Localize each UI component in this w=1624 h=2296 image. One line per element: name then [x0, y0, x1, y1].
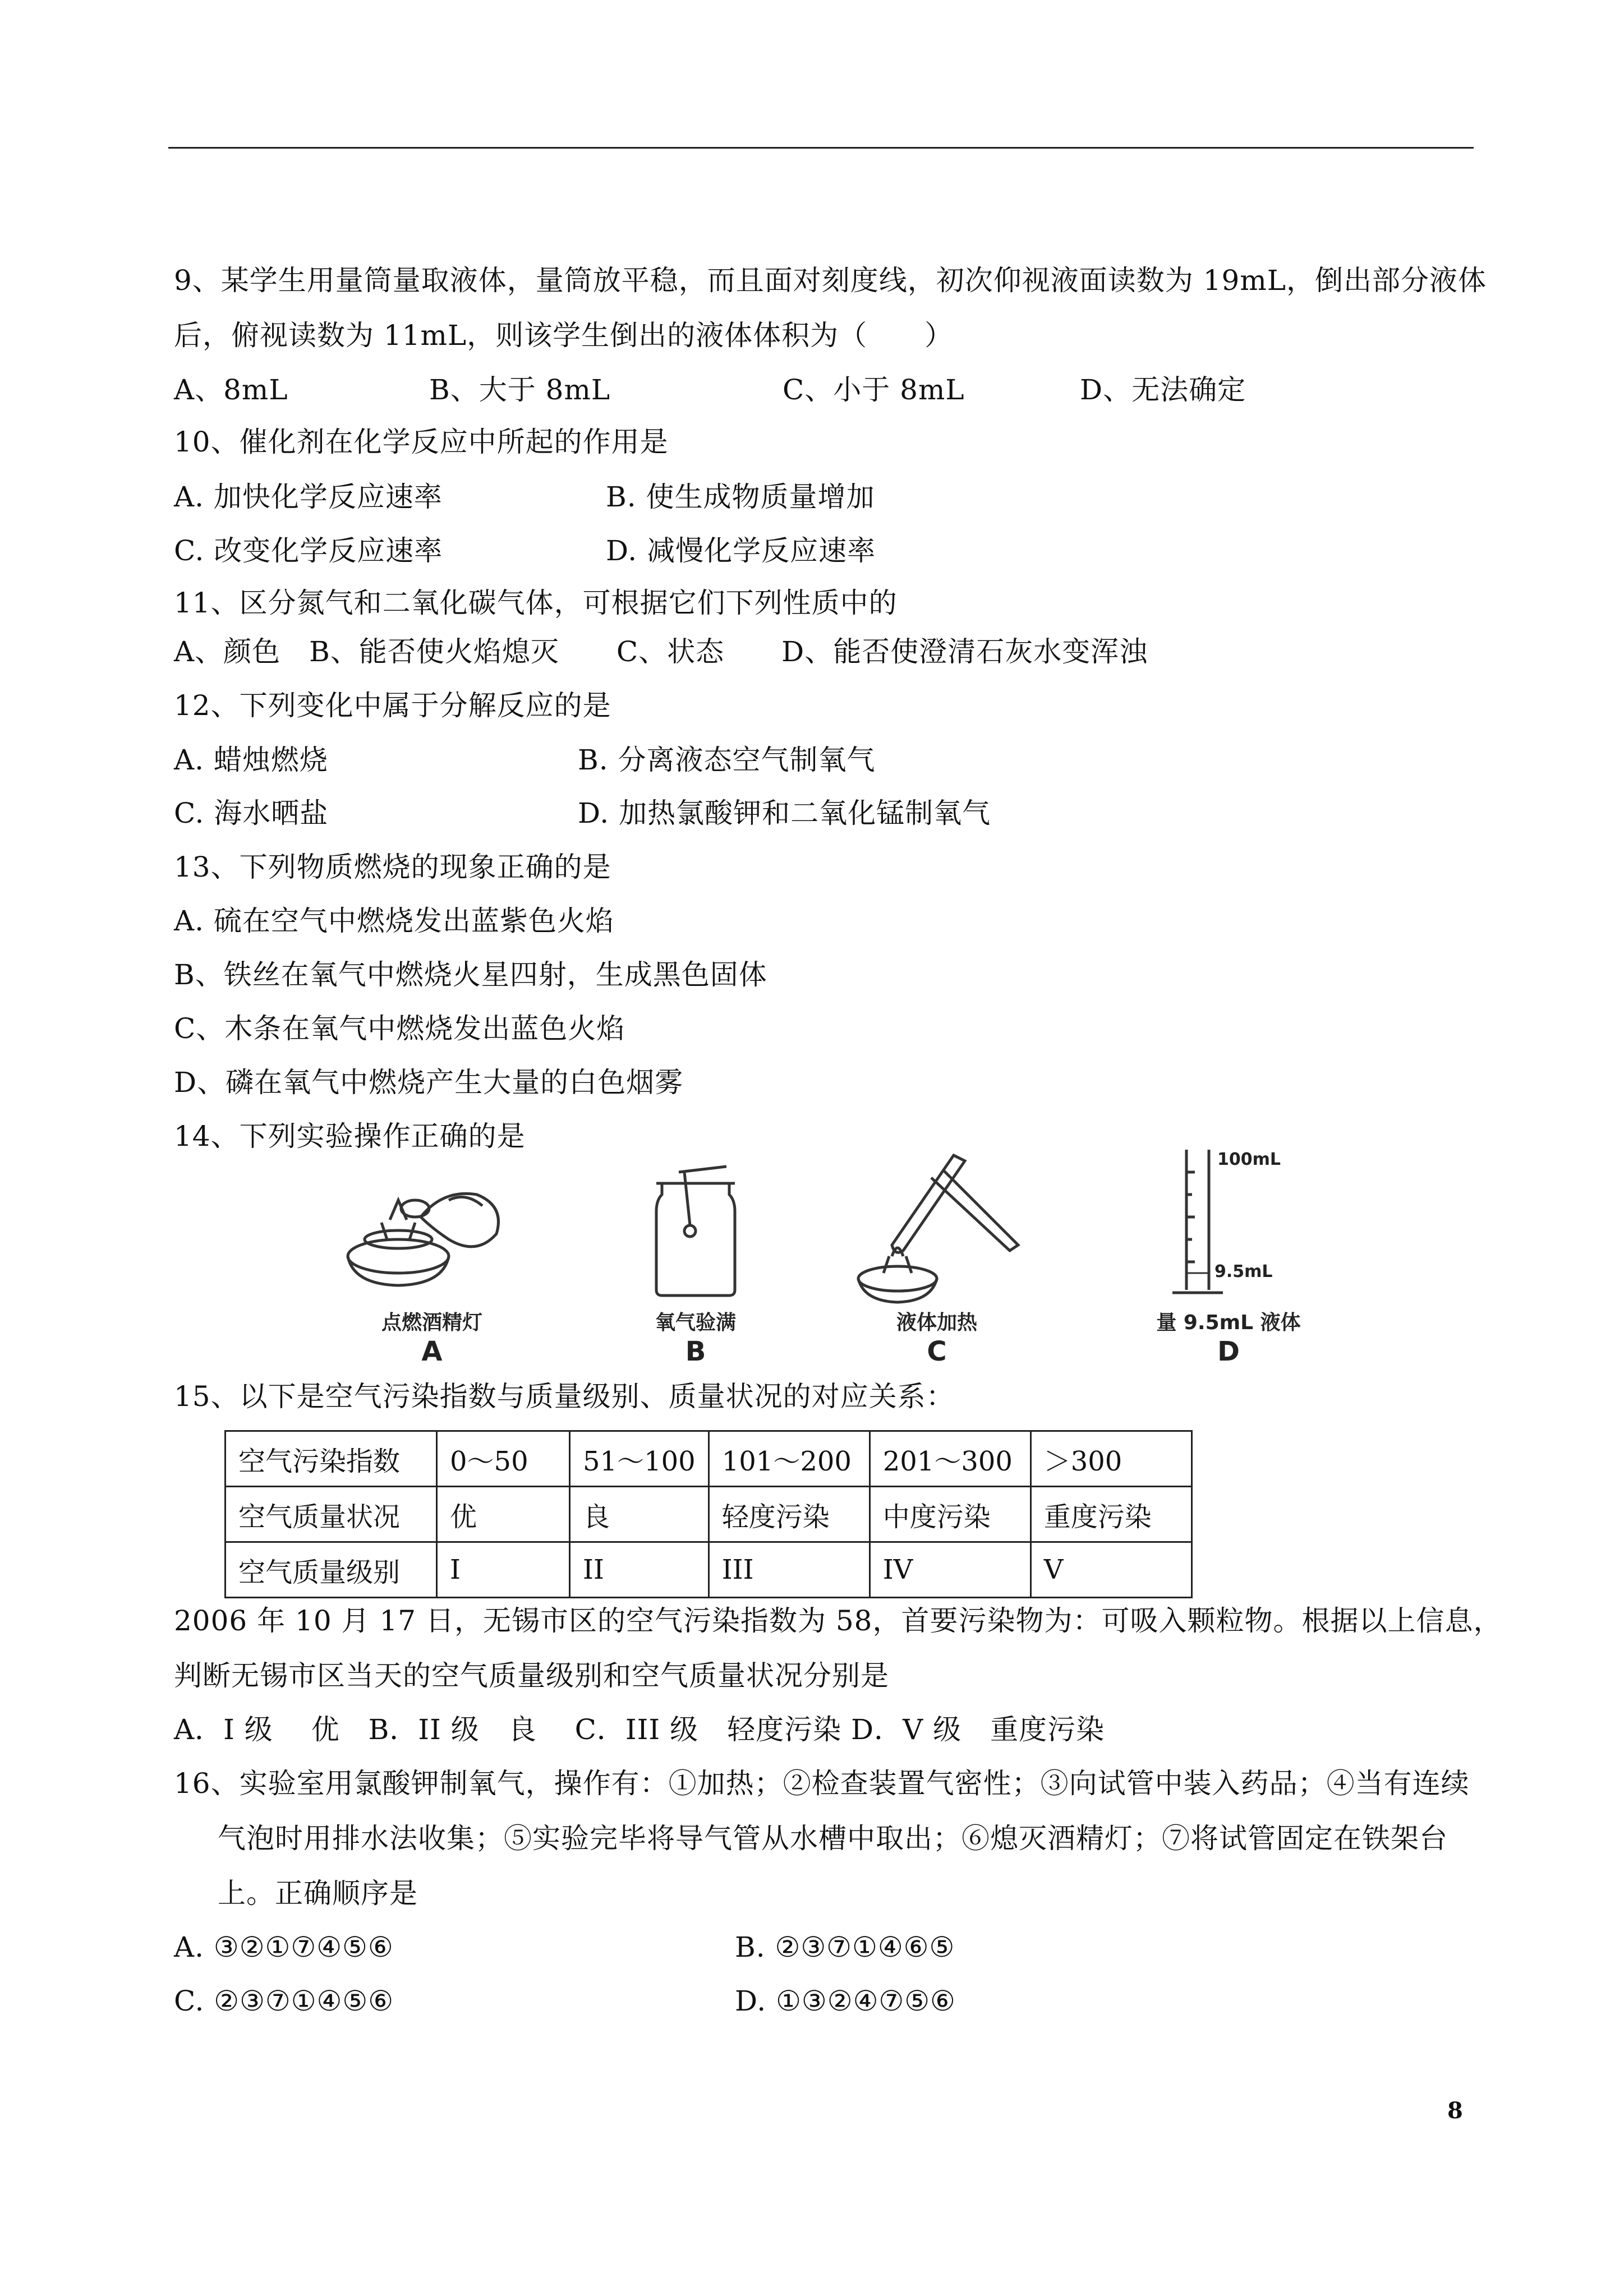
- q13-stem: 13、下列物质燃烧的现象正确的是: [174, 851, 611, 883]
- q10-option-a: A. 加快化学反应速率: [174, 481, 443, 513]
- test-tube-heating-icon: [841, 1138, 1043, 1307]
- table-cell: 101～200: [709, 1431, 869, 1487]
- air-quality-table: [224, 1430, 1193, 1598]
- header-rule: [168, 147, 1474, 149]
- q9-option-d: D、无法确定: [1080, 374, 1246, 406]
- table-cell: III: [709, 1542, 869, 1598]
- table-cell: 201～300: [869, 1431, 1030, 1487]
- table-cell: 重度污染: [1030, 1487, 1191, 1542]
- q10-option-c: C. 改变化学反应速率: [174, 534, 443, 567]
- q16-option-c: C. ②③⑦①④⑤⑥: [174, 1985, 394, 2017]
- table-row: [226, 1542, 1192, 1598]
- figure-d-caption: 量 9.5mL 液体: [1156, 1311, 1301, 1334]
- figure-b-letter: B: [685, 1336, 706, 1367]
- page-number: 8: [1447, 2097, 1463, 2124]
- table-cell: II: [570, 1542, 709, 1598]
- q9-option-c: C、小于 8mL: [783, 374, 965, 406]
- q10-stem: 10、催化剂在化学反应中所起的作用是: [174, 426, 669, 458]
- table-cell: 空气污染指数: [226, 1431, 437, 1487]
- table-cell: I: [437, 1542, 570, 1598]
- table-cell: 0～50: [437, 1431, 570, 1487]
- q14-stem: 14、下列实验操作正确的是: [174, 1120, 526, 1152]
- figure-c-letter: C: [927, 1336, 947, 1367]
- alcohol-lamp-lighting-icon: [337, 1138, 527, 1307]
- q12-option-b: B. 分离液态空气制氧气: [578, 744, 876, 776]
- q11-options: A、颜色 B、能否使火焰熄灭 C、状态 D、能否使澄清石灰水变浑浊: [174, 635, 1148, 668]
- cylinder-scale-mark: 9.5mL: [1214, 1262, 1273, 1281]
- figure-c: [841, 1138, 1032, 1374]
- table-cell: 轻度污染: [709, 1487, 869, 1542]
- table-cell: 空气质量级别: [226, 1542, 437, 1598]
- q16-option-d: D. ①③②④⑦⑤⑥: [735, 1985, 956, 2017]
- q15-text-line2: 判断无锡市区当天的空气质量级别和空气质量状况分别是: [174, 1659, 889, 1692]
- figure-a-letter: A: [421, 1336, 443, 1367]
- q11-stem: 11、区分氮气和二氧化碳气体，可根据它们下列性质中的: [174, 587, 898, 619]
- gas-bottle-icon: [600, 1138, 791, 1307]
- table-cell: 51～100: [570, 1431, 709, 1487]
- figure-d-letter: D: [1217, 1336, 1240, 1367]
- table-cell: V: [1030, 1542, 1191, 1598]
- q9-stem-line1: 9、某学生用量筒量取液体，量筒放平稳，而且面对刻度线，初次仰视液面读数为 19mL，倒出部分液体: [174, 264, 1487, 297]
- q13-option-c: C、木条在氧气中燃烧发出蓝色火焰: [174, 1012, 625, 1045]
- q16-stem-line1: 16、实验室用氯酸钾制氧气，操作有：①加热；②检查装置气密性；③向试管中装入药品；④当有连续: [174, 1767, 1470, 1800]
- q15-text-line1: 2006 年 10 月 17 日，无锡市区的空气污染指数为 58，首要污染物为：可吸入颗粒物。根据以上信息，: [174, 1605, 1502, 1637]
- figure-b-caption: 氧气验满: [655, 1311, 736, 1334]
- q12-stem: 12、下列变化中属于分解反应的是: [174, 689, 611, 722]
- figure-d: [1133, 1138, 1324, 1374]
- table-cell: 优: [437, 1487, 570, 1542]
- q9-option-a: A、8mL: [174, 374, 288, 406]
- figure-b: [600, 1138, 791, 1374]
- q12-option-d: D. 加热氯酸钾和二氧化锰制氧气: [578, 797, 991, 829]
- q12-option-a: A. 蜡烛燃烧: [174, 744, 328, 776]
- table-row: [226, 1431, 1192, 1487]
- q12-option-c: C. 海水晒盐: [174, 797, 329, 829]
- q16-stem-line3: 上。正确顺序是: [218, 1877, 418, 1910]
- table-cell: 空气质量状况: [226, 1487, 437, 1542]
- table-cell: ＞300: [1030, 1431, 1191, 1487]
- q10-option-d: D. 减慢化学反应速率: [606, 534, 876, 567]
- cylinder-scale-top: 100mL: [1217, 1150, 1281, 1169]
- q14-figures: [337, 1138, 1324, 1374]
- q16-option-a: A. ③②①⑦④⑤⑥: [174, 1931, 394, 1963]
- figure-a: [337, 1138, 527, 1374]
- figure-c-caption: 液体加热: [896, 1311, 977, 1334]
- table-cell: 中度污染: [869, 1487, 1030, 1542]
- q15-stem: 15、以下是空气污染指数与质量级别、质量状况的对应关系：: [174, 1380, 955, 1413]
- q15-options: A．I 级 优 B．II 级 良 C．III 级 轻度污染 D．V 级 重度污染: [174, 1713, 1105, 1746]
- q13-option-a: A. 硫在空气中燃烧发出蓝紫色火焰: [174, 905, 614, 937]
- figure-a-caption: 点燃酒精灯: [381, 1311, 482, 1334]
- q10-option-b: B. 使生成物质量增加: [606, 481, 875, 513]
- q16-stem-line2: 气泡时用排水法收集；⑤实验完毕将导气管从水槽中取出；⑥熄灭酒精灯；⑦将试管固定在铁架台: [218, 1822, 1448, 1855]
- table-cell: IV: [869, 1542, 1030, 1598]
- q9-option-b: B、大于 8mL: [429, 374, 611, 406]
- q9-stem-line2: 后，俯视读数为 11mL，则该学生倒出的液体体积为（ ）: [174, 319, 954, 352]
- table-row: [226, 1487, 1192, 1542]
- table-cell: 良: [570, 1487, 709, 1542]
- q13-option-b: B、铁丝在氧气中燃烧火星四射，生成黑色固体: [174, 958, 767, 991]
- q16-option-b: B. ②③⑦①④⑥⑤: [735, 1931, 955, 1963]
- q13-option-d: D、磷在氧气中燃烧产生大量的白色烟雾: [174, 1066, 684, 1099]
